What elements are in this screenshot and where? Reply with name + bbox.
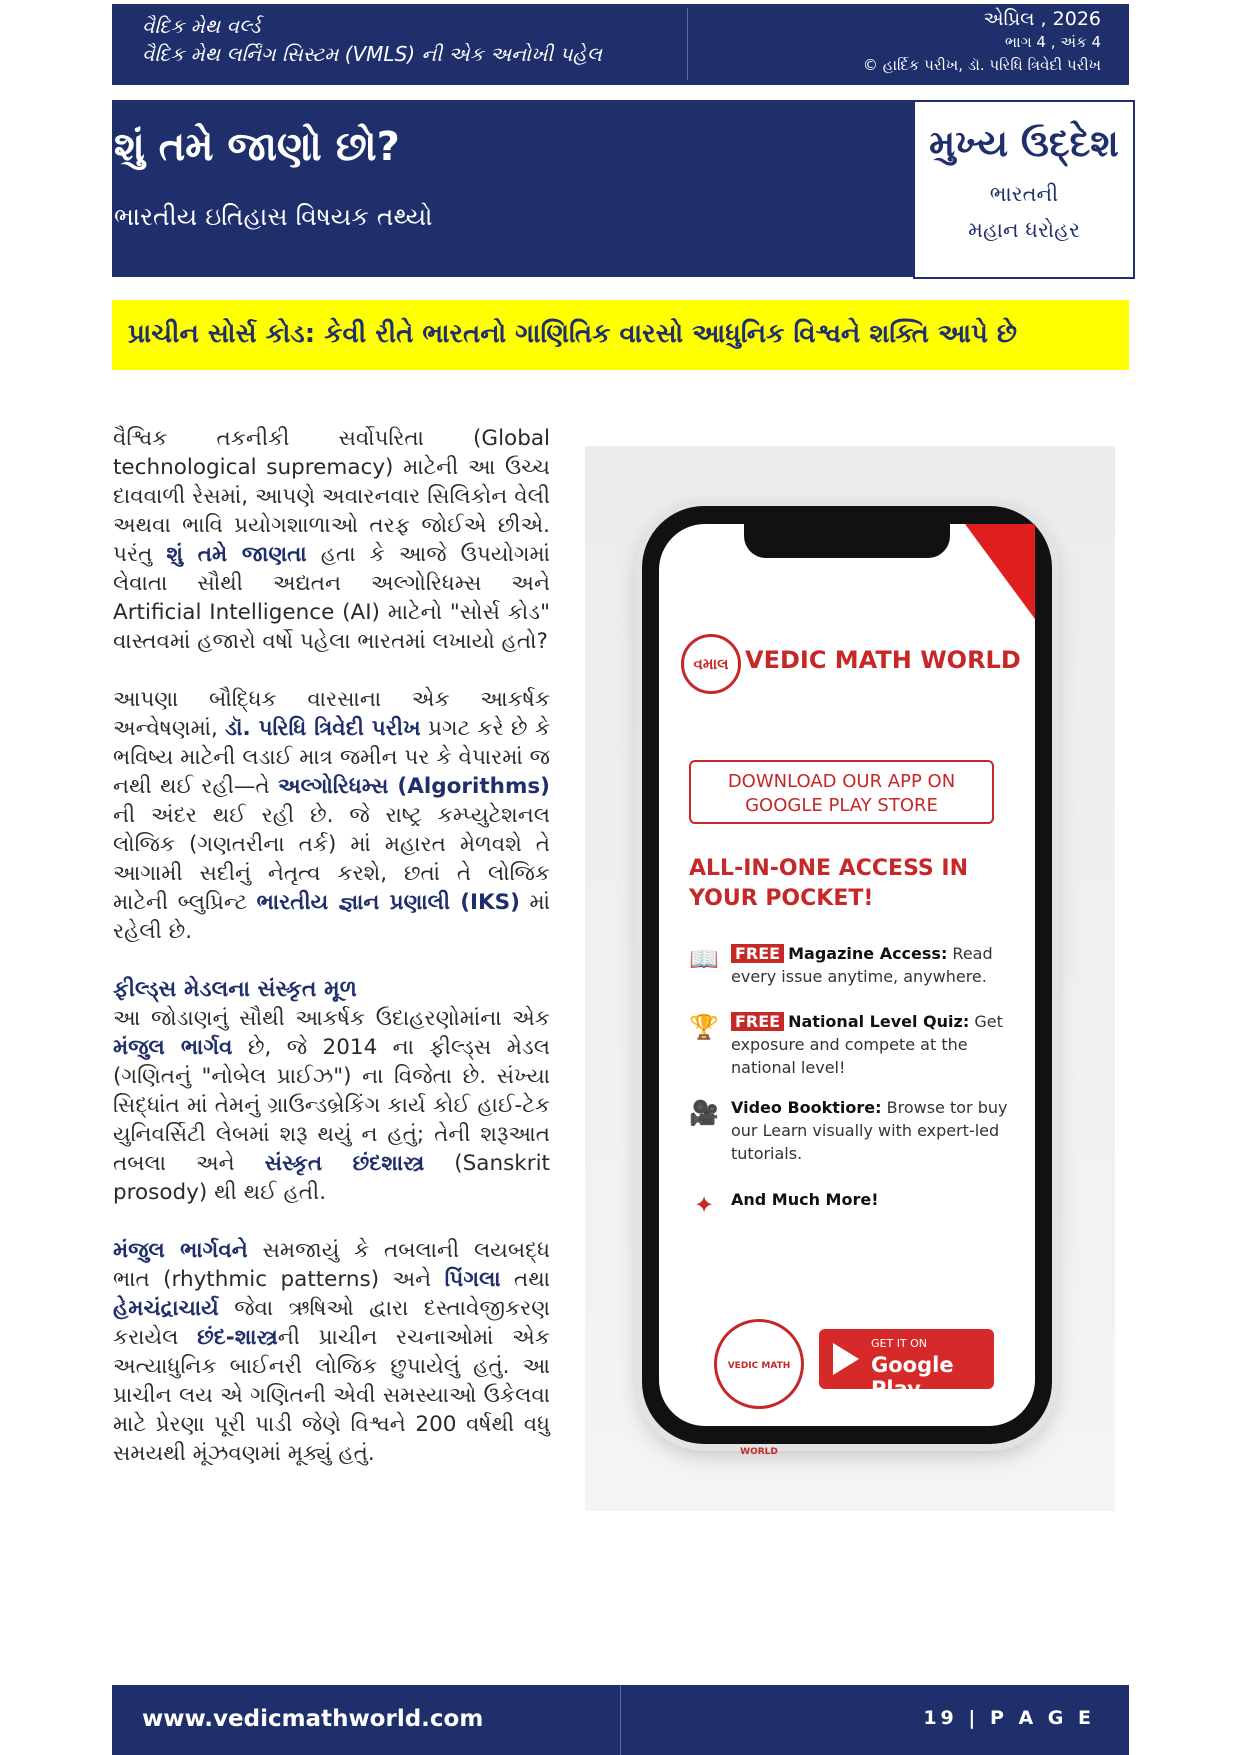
feature-desc: Read every issue anytime, anywhere. bbox=[731, 944, 993, 986]
download-app-button[interactable] bbox=[689, 760, 994, 824]
magazine-name: વૈદિક મેથ વર્લ્ડ bbox=[142, 14, 261, 38]
text: વૈશ્વિક તકનીકી સર્વોપરિતા (Global technological supremacy) માટેની આ ઉચ્ચ દાવવાળી રેસમાં, આપણે અવારનવાર સિલિકોન વેલી અથવા ભાવિ પ્રયોગશાળાઓ તરફ જોઈએ છીએ. પરંતુ bbox=[113, 426, 550, 567]
highlight: સંસ્કૃત છંદશાસ્ત્ર bbox=[264, 1151, 425, 1176]
article-body bbox=[113, 424, 550, 1497]
highlight: પિંગલા bbox=[444, 1267, 501, 1292]
purpose-line-1: ભારતની bbox=[989, 182, 1059, 206]
article-subheading: ફીલ્ડ્સ મેડલના સંસ્કૃત મૂળ bbox=[113, 977, 357, 1002]
purpose-box bbox=[913, 100, 1135, 279]
text: હતા કે આજે ઉપયોગમાં લેવાતા સૌથી અદ્યતન અલ્ગોરિધમ્સ અને Artificial Intelligence (AI) માટેનો "સોર્સ કોડ" વાસ્તવમાં હજારો વર્ષો પહેલા ભારતમાં લખાયો હતો? bbox=[113, 542, 550, 654]
free-tag: FREE bbox=[731, 1012, 784, 1031]
purpose-title: મુખ્ય ઉદ્દેશ bbox=[929, 122, 1119, 165]
seal-text: VEDIC MATH WORLD bbox=[727, 1361, 791, 1457]
magazine-info bbox=[142, 12, 602, 68]
website-link[interactable]: www.vedicmathworld.com bbox=[142, 1706, 484, 1732]
issue-info bbox=[863, 8, 1101, 77]
video-icon: 🎥 bbox=[689, 1099, 719, 1127]
feature-desc: Browse tor buy our Learn visually with expert-led tutorials. bbox=[731, 1098, 1008, 1163]
play-icon bbox=[833, 1343, 859, 1375]
text: જેવા ઋષિઓ દ્વારા દસ્તાવેજીકરણ કરાયેલ bbox=[113, 1296, 550, 1350]
phone-notch bbox=[744, 524, 950, 558]
copyright: © હાર્દિક પરીખ, ડૉ. પરિધિ ત્રિવેદી પરીખ bbox=[862, 56, 1101, 74]
feature-desc: Get exposure and compete at the national level! bbox=[731, 1012, 1003, 1077]
gplay-big-text: Google Play bbox=[871, 1353, 954, 1401]
app-advertisement bbox=[585, 446, 1115, 1511]
text: આપણા બૌદ્ધિક વારસાના એક આકર્ષક અન્વેષણમાં, bbox=[113, 687, 550, 741]
page-footer bbox=[112, 1685, 1129, 1755]
feature-text bbox=[731, 1096, 1021, 1165]
topbar-divider bbox=[687, 8, 688, 80]
google-play-button[interactable] bbox=[819, 1329, 994, 1401]
highlight: છંદ-શાસ્ત્ર bbox=[197, 1325, 278, 1350]
text: છે, જે 2014 ના ફીલ્ડ્સ મેડલ (ગણિતનું "નોબેલ પ્રાઈઝ") ના વિજેતા છે. સંખ્યા સિદ્ધાંત માં તેમનું ગ્રાઉન્ડબ્રેકિંગ કાર્ય કોઈ હાઈ-ટેક યુનિવર્સિટી લેબમાં શરૂ થયું ન હતું; તેની શરૂઆત તબલા અને bbox=[113, 1035, 550, 1176]
footer-divider bbox=[620, 1685, 621, 1755]
feature-text bbox=[731, 942, 1021, 988]
section-subtitle: ભારતીય ઇતિહાસ વિષયક તથ્યો bbox=[114, 202, 433, 231]
highlight: અલ્ગોરિધમ્સ (Algorithms) bbox=[277, 774, 550, 799]
article-headline-banner bbox=[112, 300, 1129, 370]
ad-headline: ALL-IN-ONE ACCESS IN YOUR POCKET! bbox=[689, 856, 969, 911]
author-name: ડૉ. પરિધિ ત્રિવેદી પરીખ bbox=[225, 716, 421, 741]
top-bar bbox=[112, 4, 1129, 85]
brand-name: VEDIC MATH WORLD bbox=[745, 646, 1021, 674]
book-icon: 📖 bbox=[689, 945, 719, 973]
logo-icon: વમાલ bbox=[681, 634, 741, 694]
text: (Sanskrit prosody) થી થઈ હતી. bbox=[113, 1151, 550, 1205]
brand-header bbox=[681, 634, 1021, 694]
free-tag: FREE bbox=[731, 944, 784, 963]
text: પ્રગટ કરે છે કે ભવિષ્ય માટેની લડાઈ માત્ર જમીન પર કે વેપારમાં જ નથી થઈ રહી—તે bbox=[113, 716, 550, 799]
text: માં રહેલી છે. bbox=[113, 890, 550, 944]
page-number: 19 | P A G E bbox=[923, 1707, 1095, 1729]
phone-mockup bbox=[642, 506, 1052, 1457]
trophy-icon: 🏆 bbox=[689, 1013, 719, 1041]
highlight: હેમચંદ્રાચાર્ય bbox=[113, 1296, 219, 1321]
text: ની પ્રાચીન રચનાઓમાં એક અત્યાધુનિક બાઈનરી લોજિક છુપાયેલું હતું. આ પ્રાચીન લય એ ગણિતની એવી સમસ્યાઓ ઉકેલવા માટે પ્રેરણા પૂરી પાડી જેણે વિશ્વને 200 વર્ષથી વધુ સમયથી મૂંઝવણમાં મૂક્યું હતું. bbox=[113, 1325, 550, 1466]
brand-seal bbox=[714, 1319, 804, 1457]
highlight: મંજુલ ભાર્ગવ bbox=[113, 1035, 233, 1060]
text: તથા bbox=[500, 1267, 550, 1292]
paragraph-2 bbox=[113, 685, 550, 946]
text: ની અંદર થઈ રહી છે. જે રાષ્ટ્ર કમ્પ્યુટેશનલ લોજિક (ગણતરીના તર્ક) માં મહારત મેળવશે તે આગામી સદીનું નેતૃત્વ કરશે, છતાં તે લોજિક માટેની બ્લુપ્રિન્ટ bbox=[113, 803, 550, 915]
section-header bbox=[112, 100, 913, 277]
issue-number: ભાગ 4 , અંક 4 bbox=[1005, 33, 1101, 51]
highlight: મંજુલ ભાર્ગવને bbox=[113, 1238, 248, 1263]
feature-name: Video Booktiore: bbox=[731, 1098, 882, 1117]
gplay-small-text: GET IT ON bbox=[871, 1337, 928, 1350]
text: સમજાયું કે તબલાની લયબદ્ધ ભાત (rhythmic patterns) અને bbox=[113, 1238, 550, 1292]
download-line-2: GOOGLE PLAY STORE bbox=[745, 795, 938, 816]
paragraph-4 bbox=[113, 1236, 550, 1468]
paragraph-1 bbox=[113, 424, 550, 656]
issue-date: એપ્રિલ , 2026 bbox=[983, 8, 1101, 30]
feature-text bbox=[731, 1188, 1021, 1211]
corner-ribbon bbox=[965, 524, 1035, 619]
purpose-line-2: મહાન ધરોહર bbox=[968, 218, 1080, 242]
sparkle-icon: ✦ bbox=[693, 1191, 715, 1219]
feature-name: National Level Quiz: bbox=[788, 1012, 970, 1031]
text: આ જોડાણનું સૌથી આકર્ષક ઉદાહરણોમાંના એક bbox=[113, 1006, 550, 1031]
phone-screen bbox=[659, 524, 1035, 1457]
magazine-tagline: વૈદિક મેથ લર્નિંગ સિસ્ટમ (VMLS) ની એક અનોખી પહેલ bbox=[142, 42, 602, 66]
article-headline: પ્રાચીન સોર્સ કોડ: કેવી રીતે ભારતનો ગાણિતિક વારસો આધુનિક વિશ્વને શક્તિ આપે છે bbox=[128, 319, 1018, 349]
feature-name: And Much More! bbox=[731, 1190, 879, 1209]
feature-name: Magazine Access: bbox=[788, 944, 948, 963]
feature-text bbox=[731, 1010, 1021, 1079]
section-title: શું તમે જાણો છો? bbox=[114, 124, 400, 170]
download-line-1: DOWNLOAD OUR APP ON bbox=[727, 771, 956, 792]
highlight: શું તમે જાણતા bbox=[166, 542, 307, 567]
highlight: ભારતીય જ્ઞાન પ્રણાલી (IKS) bbox=[256, 890, 520, 915]
paragraph-3 bbox=[113, 1004, 550, 1207]
